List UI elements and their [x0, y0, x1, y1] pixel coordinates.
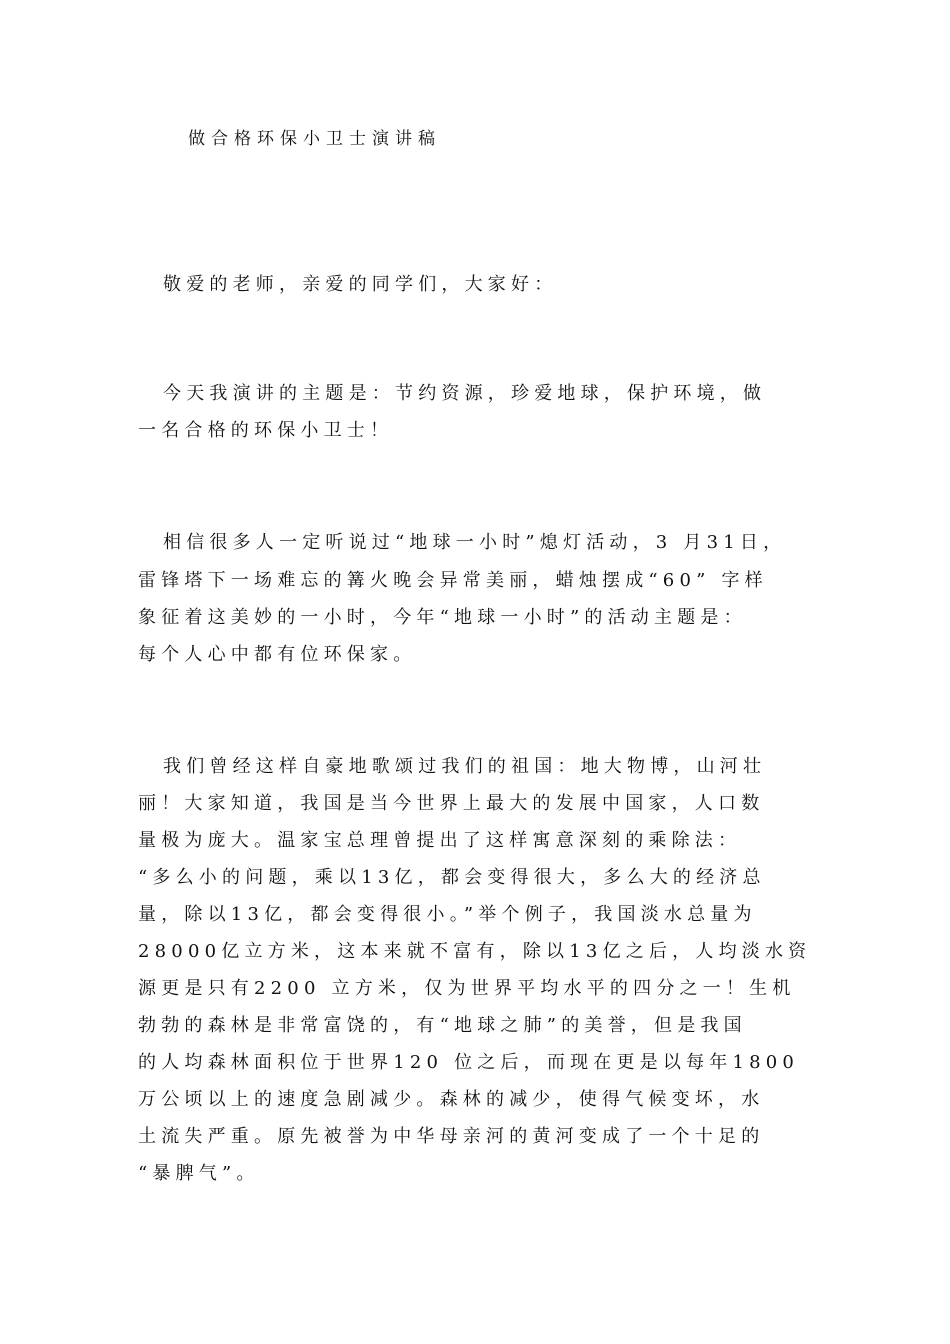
paragraph-line: 勃勃的森林是非常富饶的，有“地球之肺”的美誉，但是我国 [138, 1015, 747, 1036]
paragraph-line: “多么小的问题，乘以13亿，都会变得很大，多么大的经济总 [138, 867, 766, 888]
paragraph-line: 28000亿立方米，这本来就不富有，除以13亿之后，人均淡水资 [138, 941, 812, 962]
paragraph-line: 的人均森林面积位于世界120 位之后，而现在更是以每年1800 [138, 1052, 800, 1073]
paragraph-line: 量极为庞大。温家宝总理曾提出了这样寓意深刻的乘除法： [138, 830, 742, 851]
paragraph-line: “暴脾气”。 [138, 1163, 260, 1184]
paragraph-line: 丽！大家知道，我国是当今世界上最大的发展中国家，人口数 [138, 793, 765, 814]
paragraph-line: 一名合格的环保小卫士！ [138, 420, 394, 441]
paragraph-line: 我们曾经这样自豪地歌颂过我们的祖国：地大物博，山河壮 [163, 756, 767, 777]
paragraph-line: 今天我演讲的主题是：节约资源，珍爱地球，保护环境，做 [163, 383, 767, 404]
document-title: 做合格环保小卫士演讲稿 [188, 129, 441, 149]
paragraph-line: 土流失严重。原先被誉为中华母亲河的黄河变成了一个十足的 [138, 1126, 765, 1147]
paragraph-line: 每个人心中都有位环保家。 [138, 644, 417, 665]
paragraph-line: 象征着这美妙的一小时，今年“地球一小时”的活动主题是： [138, 607, 747, 628]
paragraph-line: 相信很多人一定听说过“地球一小时”熄灯活动，3 月31日， [163, 532, 787, 553]
paragraph-line: 量，除以13亿，都会变得很小。”举个例子，我国淡水总量为 [138, 904, 757, 925]
paragraph-line: 雷锋塔下一场难忘的篝火晚会异常美丽，蜡烛摆成“60” 字样 [138, 570, 768, 591]
paragraph-line: 万公顷以上的速度急剧减少。森林的减少，使得气候变坏，水 [138, 1089, 765, 1110]
paragraph-line: 源更是只有2200 立方米，仅为世界平均水平的四分之一！生机 [138, 978, 796, 999]
greeting: 敬爱的老师，亲爱的同学们，大家好： [163, 274, 558, 295]
